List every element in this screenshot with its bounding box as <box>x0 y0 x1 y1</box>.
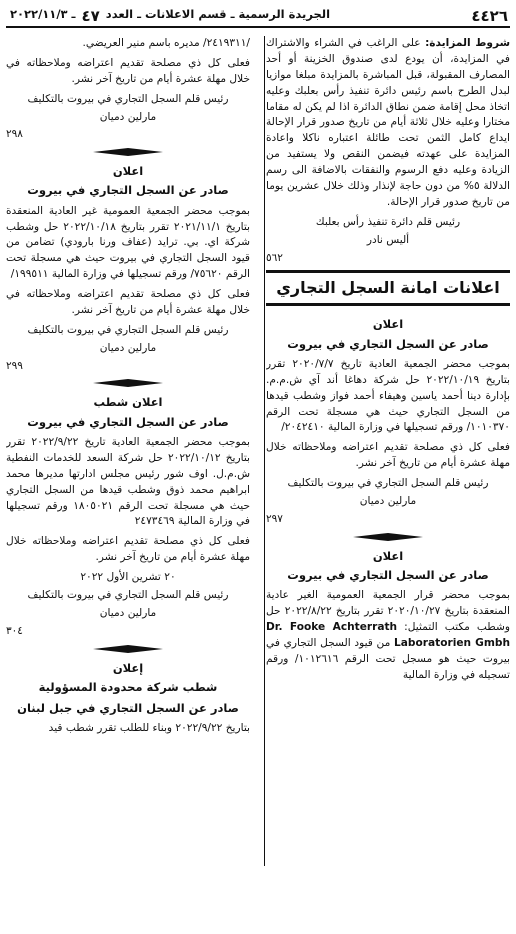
notice-body: بموجب محضر الجمعية العادية تاريخ ٢٠٢٢/٩/٢٢ تقرر بتاريخ ٢٠٢٢/١٠/١٢ حل شركة السعد للخدمات النفطية ش.م.ل. اوف شور رئيس مجلس ادارتها مديرها محمد ابراهيم محمد ذوق وشطب قيدها من السجل التجاري حيث هي مسجلة تحت الرقم ١٨٠٥٠٢١ ورقم تسجيلها في وزارة المالية ٢٤٧٣٤٦٩ <box>6 435 250 528</box>
separator-ornament <box>353 532 423 542</box>
notice-objection: فعلى كل ذي مصلحة تقديم اعتراضه وملاحظاته في خلال مهلة عشرة أيام من تاريخ آخر نشر. <box>6 288 250 317</box>
notice-body: بموجب محضر الجمعية العادية تاريخ ٢٠٢٠/٧/٧ تقرر بتاريخ ٢٠٢٢/١٠/١٩ حل شركة دهاغا أند آي ش.م.م. بإدارة دينا أحمد ياسين وهيفاء أحمد فواز وشطب قيدها من السجل التجاري حيث هي مسجلة تحت الرقم ١٠١٠٣٧٠/ ورقم تسجيلها في وزارة المالية ٢٠٤٢٤١٠/ <box>266 357 510 434</box>
auction-terms-body: على الراغب في الشراء والاشتراك في المزايدة، أن يودع لدى صندوق الخزينة أو أحد المصارف المقبولة، قبل المباشرة بالمزايدة مبلغا موازيا لبدل الطرح باسم رئيس دائرة تنفيذ رأس بعلبك وعليه اتخاذ محل إقامة ضمن نطاق الدائرة اذا لم يكن له مقاما مختارا وعليه خلال ثلاثة أيام من تاريخ صدور قرار الإحالة ايداع كامل الثمن تحت طائلة اعتباره ناكلا واعادة المزايدة على عهدته فيضمن النقص ولا يستفيد من الزيادة وعليه دفع الرسوم والنفقات بالاضافة الى رسم الدلالة ٥% من دون حاجة لإنذار وذلك خلال عشرين يوما من تاريخ صدور قرار الإحالة. <box>266 37 510 208</box>
notice-number: ٢٩٨ <box>6 128 23 141</box>
notice-title: اعلان شطب <box>93 395 163 410</box>
notice-objection: فعلى كل ذي مصلحة تقديم اعتراضه وملاحظاته خلال مهلة عشرة أيام من تاريخ آخر نشر. <box>6 535 250 564</box>
publication-title: الجريدة الرسمية ـ قسم الاعلانات ـ العدد <box>105 7 331 21</box>
notice-signer-name: مارلين دميان <box>99 341 157 354</box>
page-header <box>6 6 510 28</box>
header-title-line <box>6 7 330 25</box>
notice-number: ٥٦٢ <box>266 251 283 264</box>
separator-ornament <box>93 644 163 654</box>
notice-objection: فعلى كل ذي مصلحة تقديم اعتراضه وملاحظاته خلال مهلة عشرة أيام من تاريخ آخر نشر. <box>266 441 510 470</box>
notice-subtitle: صادر عن السجل التجاري في بيروت <box>27 183 229 198</box>
notice-body-part-2: من قيود السجل التجاري في بيروت حيث هو مسجل تحت الرقم ١٠١٢٦١٦/ ورقم تسجيله في وزارة المالية <box>266 636 510 681</box>
notice-date: ٢٠ تشرين الأول ٢٠٢٢ <box>80 571 176 584</box>
notice-subtitle: صادر عن السجل التجاري في بيروت <box>27 414 229 429</box>
notice-number: ٢٩٩ <box>6 359 23 372</box>
auction-signer-title: رئيس قلم دائرة تنفيذ رأس بعلبك <box>315 215 461 228</box>
notice-body <box>266 588 510 683</box>
right-column <box>266 36 510 928</box>
separator-ornament <box>93 378 163 388</box>
columns <box>6 36 510 928</box>
notice-signer-title: رئيس قلم السجل التجاري في بيروت بالتكليف <box>27 588 229 601</box>
notice-title: اعلان <box>112 164 144 179</box>
page-number: ٤٤٢٦ <box>471 7 508 25</box>
notice-body: بتاريخ ٢٠٢٢/٩/٢٢ وبناء للطلب تقرر شطب قيد <box>48 722 250 735</box>
issue-date: ـ ٢٠٢٢/١١/٣ <box>10 7 76 21</box>
notice-number: ٣٠٤ <box>6 624 23 637</box>
separator-ornament <box>93 147 163 157</box>
notice-title: اعلان <box>372 317 404 332</box>
auction-terms-lead: شروط المزايدة: <box>425 37 510 49</box>
notice-title: اعلان <box>372 548 404 563</box>
continued-text: /٢٤١٩٣١١/ مديره باسم منير العريضي. <box>82 37 250 49</box>
notice-title: إعلان <box>112 660 144 675</box>
notice-objection: فعلى كل ذي مصلحة تقديم اعتراضه وملاحظاته في خلال مهلة عشرة أيام من تاريخ آخر نشر. <box>6 56 250 85</box>
notice-signer-title: رئيس قلم السجل التجاري في بيروت بالتكليف <box>27 323 229 336</box>
notice-signer-title: رئيس قلم السجل التجاري في بيروت بالتكليف <box>287 477 489 490</box>
notice-subtitle: صادر عن السجل التجاري في بيروت <box>287 567 489 582</box>
notice-subtitle: صادر عن السجل التجاري في بيروت <box>287 336 489 351</box>
notice-subtitle-2: صادر عن السجل التجاري في جبل لبنان <box>17 701 239 716</box>
notice-body-part-1: بموجب محضر قرار الجمعية العمومية الغير عادية المنعقدة بتاريخ ٢٠٢٠/١٠/٢٧ تقرر بتاريخ ٢٠٢٢/٨/٢٢ حل وشطب مكتب التمثيل: <box>266 589 510 633</box>
company-latin-name: Dr. Fooke Achterrath Laboratorien Gmbh <box>266 620 510 649</box>
left-column <box>6 36 250 928</box>
notice-signer-name: مارلين دميان <box>99 606 157 619</box>
section-title: اعلانات امانة السجل التجاري <box>266 270 510 306</box>
notice-subtitle: شطب شركة محدودة المسؤولية <box>38 679 218 694</box>
notice-signer-name: مارلين دميان <box>359 494 417 507</box>
issue-number: ٤٧ <box>81 7 100 25</box>
auction-signer-name: أليس نادر <box>366 233 410 246</box>
auction-terms <box>266 36 510 211</box>
notice-signer-name: مارلين دميان <box>99 110 157 123</box>
column-divider <box>264 36 265 866</box>
notice-signer-title: رئيس قلم السجل التجاري في بيروت بالتكليف <box>27 92 229 105</box>
notice-number: ٢٩٧ <box>266 512 283 525</box>
notice-body: بموجب محضر الجمعية العمومية غير العادية المنعقدة بتاريخ ٢٠٢١/١١/١ تقرر بتاريخ ٢٠٢٢/١٠/١٨ حل وشطب شركة اي. بي. ترايد (عفاف ورنا بارودي) تضامن من قيود السجل التجاري في بيروت حيث هي مسجلة تحت الرقم ٧٥٦٢٠/ ورقم تسجيلها في وزارة المالية ١٩٩٥١١/ <box>6 204 250 281</box>
